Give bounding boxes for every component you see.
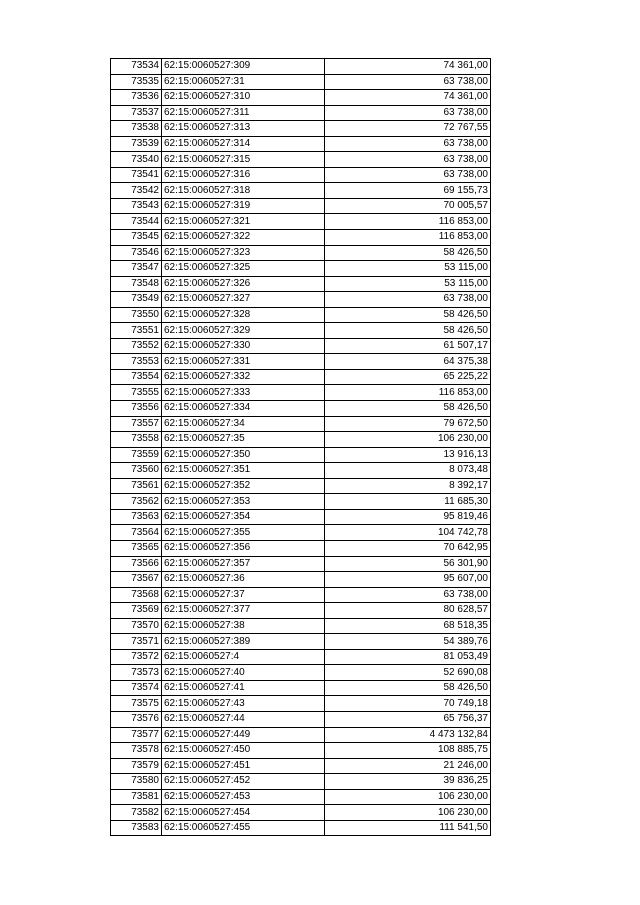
cadastral-number-cell: 62:15:0060527:454: [162, 805, 325, 821]
row-number-cell: 73555: [111, 385, 162, 401]
value-cell: 79 672,50: [325, 416, 491, 432]
row-number-cell: 73558: [111, 432, 162, 448]
cadastral-number-cell: 62:15:0060527:43: [162, 696, 325, 712]
table-row: [111, 121, 491, 137]
row-number-cell: 73581: [111, 789, 162, 805]
value-cell: 63 738,00: [325, 587, 491, 603]
cadastral-number-cell: 62:15:0060527:350: [162, 447, 325, 463]
table-row: [111, 572, 491, 588]
value-cell: 68 518,35: [325, 618, 491, 634]
row-number-cell: 73557: [111, 416, 162, 432]
row-number-cell: 73567: [111, 572, 162, 588]
row-number-cell: 73546: [111, 245, 162, 261]
cadastral-number-cell: 62:15:0060527:319: [162, 198, 325, 214]
table-row: [111, 494, 491, 510]
table-row: [111, 338, 491, 354]
value-cell: 21 246,00: [325, 758, 491, 774]
value-cell: 80 628,57: [325, 603, 491, 619]
cadastral-number-cell: 62:15:0060527:330: [162, 338, 325, 354]
table-row: [111, 432, 491, 448]
cadastral-number-cell: 62:15:0060527:329: [162, 323, 325, 339]
value-cell: 70 749,18: [325, 696, 491, 712]
table-row: [111, 354, 491, 370]
value-cell: 72 767,55: [325, 121, 491, 137]
table-row: [111, 805, 491, 821]
row-number-cell: 73572: [111, 649, 162, 665]
row-number-cell: 73536: [111, 90, 162, 106]
table-row: [111, 416, 491, 432]
cadastral-number-cell: 62:15:0060527:331: [162, 354, 325, 370]
value-cell: 13 916,13: [325, 447, 491, 463]
row-number-cell: 73554: [111, 369, 162, 385]
table-row: [111, 463, 491, 479]
value-cell: 81 053,49: [325, 649, 491, 665]
value-cell: 74 361,00: [325, 59, 491, 75]
table-row: [111, 307, 491, 323]
cadastral-number-cell: 62:15:0060527:452: [162, 774, 325, 790]
value-cell: 52 690,08: [325, 665, 491, 681]
row-number-cell: 73574: [111, 680, 162, 696]
cadastral-number-cell: 62:15:0060527:322: [162, 230, 325, 246]
value-cell: 63 738,00: [325, 292, 491, 308]
cadastral-number-cell: 62:15:0060527:314: [162, 136, 325, 152]
cadastral-number-cell: 62:15:0060527:35: [162, 432, 325, 448]
row-number-cell: 73559: [111, 447, 162, 463]
row-number-cell: 73556: [111, 401, 162, 417]
row-number-cell: 73553: [111, 354, 162, 370]
row-number-cell: 73573: [111, 665, 162, 681]
table-row: [111, 245, 491, 261]
row-number-cell: 73543: [111, 198, 162, 214]
table-row: [111, 540, 491, 556]
table-row: [111, 743, 491, 759]
table-row: [111, 74, 491, 90]
table-row: [111, 447, 491, 463]
value-cell: 63 738,00: [325, 136, 491, 152]
cadastral-number-cell: 62:15:0060527:357: [162, 556, 325, 572]
value-cell: 63 738,00: [325, 74, 491, 90]
cadastral-number-cell: 62:15:0060527:455: [162, 820, 325, 836]
row-number-cell: 73550: [111, 307, 162, 323]
cadastral-number-cell: 62:15:0060527:318: [162, 183, 325, 199]
value-cell: 11 685,30: [325, 494, 491, 510]
value-cell: 39 836,25: [325, 774, 491, 790]
table-row: [111, 136, 491, 152]
cadastral-number-cell: 62:15:0060527:323: [162, 245, 325, 261]
table-row: [111, 556, 491, 572]
row-number-cell: 73568: [111, 587, 162, 603]
row-number-cell: 73545: [111, 230, 162, 246]
value-cell: 95 607,00: [325, 572, 491, 588]
row-number-cell: 73564: [111, 525, 162, 541]
table-row: [111, 727, 491, 743]
cadastral-number-cell: 62:15:0060527:4: [162, 649, 325, 665]
value-cell: 106 230,00: [325, 432, 491, 448]
cadastral-number-cell: 62:15:0060527:37: [162, 587, 325, 603]
cadastral-number-cell: 62:15:0060527:325: [162, 261, 325, 277]
row-number-cell: 73570: [111, 618, 162, 634]
row-number-cell: 73562: [111, 494, 162, 510]
cadastral-number-cell: 62:15:0060527:313: [162, 121, 325, 137]
table-row: [111, 634, 491, 650]
table-row: [111, 230, 491, 246]
cadastral-number-cell: 62:15:0060527:351: [162, 463, 325, 479]
value-cell: 58 426,50: [325, 323, 491, 339]
row-number-cell: 73565: [111, 540, 162, 556]
table-row: [111, 478, 491, 494]
row-number-cell: 73582: [111, 805, 162, 821]
table-body: [111, 59, 491, 836]
value-cell: 53 115,00: [325, 261, 491, 277]
row-number-cell: 73578: [111, 743, 162, 759]
value-cell: 53 115,00: [325, 276, 491, 292]
cadastral-number-cell: 62:15:0060527:310: [162, 90, 325, 106]
table-row: [111, 789, 491, 805]
row-number-cell: 73534: [111, 59, 162, 75]
row-number-cell: 73544: [111, 214, 162, 230]
table-row: [111, 649, 491, 665]
row-number-cell: 73540: [111, 152, 162, 168]
table-row: [111, 369, 491, 385]
value-cell: 69 155,73: [325, 183, 491, 199]
table-row: [111, 90, 491, 106]
row-number-cell: 73551: [111, 323, 162, 339]
row-number-cell: 73561: [111, 478, 162, 494]
value-cell: 61 507,17: [325, 338, 491, 354]
table-row: [111, 59, 491, 75]
table-row: [111, 665, 491, 681]
cadastral-number-cell: 62:15:0060527:38: [162, 618, 325, 634]
value-cell: 65 225,22: [325, 369, 491, 385]
row-number-cell: 73535: [111, 74, 162, 90]
value-cell: 56 301,90: [325, 556, 491, 572]
value-cell: 111 541,50: [325, 820, 491, 836]
value-cell: 63 738,00: [325, 167, 491, 183]
cadastral-number-cell: 62:15:0060527:353: [162, 494, 325, 510]
row-number-cell: 73583: [111, 820, 162, 836]
value-cell: 116 853,00: [325, 214, 491, 230]
table-row: [111, 167, 491, 183]
cadastral-number-cell: 62:15:0060527:354: [162, 509, 325, 525]
row-number-cell: 73576: [111, 711, 162, 727]
row-number-cell: 73563: [111, 509, 162, 525]
row-number-cell: 73577: [111, 727, 162, 743]
row-number-cell: 73571: [111, 634, 162, 650]
value-cell: 106 230,00: [325, 789, 491, 805]
table-row: [111, 198, 491, 214]
row-number-cell: 73541: [111, 167, 162, 183]
value-cell: 74 361,00: [325, 90, 491, 106]
cadastral-number-cell: 62:15:0060527:352: [162, 478, 325, 494]
row-number-cell: 73542: [111, 183, 162, 199]
row-number-cell: 73537: [111, 105, 162, 121]
value-cell: 106 230,00: [325, 805, 491, 821]
row-number-cell: 73539: [111, 136, 162, 152]
table-row: [111, 183, 491, 199]
value-cell: 54 389,76: [325, 634, 491, 650]
value-cell: 4 473 132,84: [325, 727, 491, 743]
value-cell: 95 819,46: [325, 509, 491, 525]
table-row: [111, 276, 491, 292]
cadastral-number-cell: 62:15:0060527:36: [162, 572, 325, 588]
cadastral-number-cell: 62:15:0060527:34: [162, 416, 325, 432]
table-row: [111, 261, 491, 277]
cadastral-number-cell: 62:15:0060527:450: [162, 743, 325, 759]
row-number-cell: 73560: [111, 463, 162, 479]
value-cell: 70 005,57: [325, 198, 491, 214]
cadastral-number-cell: 62:15:0060527:326: [162, 276, 325, 292]
row-number-cell: 73579: [111, 758, 162, 774]
value-cell: 70 642,95: [325, 540, 491, 556]
row-number-cell: 73569: [111, 603, 162, 619]
cadastral-number-cell: 62:15:0060527:332: [162, 369, 325, 385]
value-cell: 58 426,50: [325, 245, 491, 261]
value-cell: 64 375,38: [325, 354, 491, 370]
table-row: [111, 618, 491, 634]
value-cell: 108 885,75: [325, 743, 491, 759]
cadastral-number-cell: 62:15:0060527:355: [162, 525, 325, 541]
row-number-cell: 73552: [111, 338, 162, 354]
table-row: [111, 680, 491, 696]
cadastral-number-cell: 62:15:0060527:41: [162, 680, 325, 696]
cadastral-number-cell: 62:15:0060527:334: [162, 401, 325, 417]
value-cell: 65 756,37: [325, 711, 491, 727]
cadastral-number-cell: 62:15:0060527:316: [162, 167, 325, 183]
table-row: [111, 214, 491, 230]
cadastral-number-cell: 62:15:0060527:328: [162, 307, 325, 323]
cadastral-value-table: [110, 58, 491, 836]
row-number-cell: 73538: [111, 121, 162, 137]
row-number-cell: 73580: [111, 774, 162, 790]
cadastral-number-cell: 62:15:0060527:40: [162, 665, 325, 681]
row-number-cell: 73575: [111, 696, 162, 712]
cadastral-number-cell: 62:15:0060527:389: [162, 634, 325, 650]
value-cell: 104 742,78: [325, 525, 491, 541]
table-row: [111, 152, 491, 168]
cadastral-number-cell: 62:15:0060527:333: [162, 385, 325, 401]
value-cell: 8 392,17: [325, 478, 491, 494]
value-cell: 116 853,00: [325, 385, 491, 401]
row-number-cell: 73548: [111, 276, 162, 292]
row-number-cell: 73549: [111, 292, 162, 308]
table-row: [111, 587, 491, 603]
table-row: [111, 509, 491, 525]
value-cell: 58 426,50: [325, 307, 491, 323]
cadastral-number-cell: 62:15:0060527:327: [162, 292, 325, 308]
cadastral-number-cell: 62:15:0060527:321: [162, 214, 325, 230]
table-row: [111, 774, 491, 790]
cadastral-number-cell: 62:15:0060527:451: [162, 758, 325, 774]
table-row: [111, 603, 491, 619]
value-cell: 58 426,50: [325, 680, 491, 696]
row-number-cell: 73547: [111, 261, 162, 277]
cadastral-number-cell: 62:15:0060527:31: [162, 74, 325, 90]
cadastral-number-cell: 62:15:0060527:453: [162, 789, 325, 805]
table-row: [111, 105, 491, 121]
row-number-cell: 73566: [111, 556, 162, 572]
table-row: [111, 711, 491, 727]
table-row: [111, 385, 491, 401]
value-cell: 63 738,00: [325, 152, 491, 168]
cadastral-number-cell: 62:15:0060527:449: [162, 727, 325, 743]
cadastral-number-cell: 62:15:0060527:44: [162, 711, 325, 727]
value-cell: 116 853,00: [325, 230, 491, 246]
table-row: [111, 525, 491, 541]
cadastral-number-cell: 62:15:0060527:311: [162, 105, 325, 121]
table-row: [111, 292, 491, 308]
table-row: [111, 401, 491, 417]
table-row: [111, 323, 491, 339]
cadastral-number-cell: 62:15:0060527:309: [162, 59, 325, 75]
cadastral-number-cell: 62:15:0060527:356: [162, 540, 325, 556]
value-cell: 58 426,50: [325, 401, 491, 417]
table-row: [111, 820, 491, 836]
value-cell: 8 073,48: [325, 463, 491, 479]
table-row: [111, 696, 491, 712]
table-row: [111, 758, 491, 774]
value-cell: 63 738,00: [325, 105, 491, 121]
cadastral-number-cell: 62:15:0060527:377: [162, 603, 325, 619]
cadastral-number-cell: 62:15:0060527:315: [162, 152, 325, 168]
